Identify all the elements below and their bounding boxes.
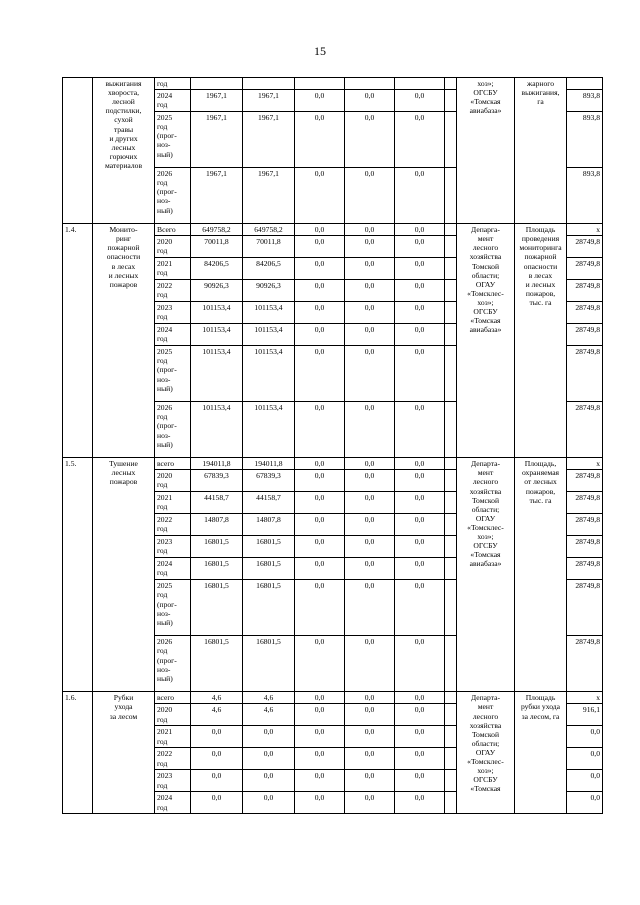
value-cell: 0,0 xyxy=(395,402,445,458)
indicator-cell xyxy=(515,692,567,814)
indicator-value: 28749,8 xyxy=(567,514,603,536)
executor-text: Департа- мент лесного хозяйства Томской области; ОГАУ «Томсклес- хоз»; ОГСБУ «Томская xyxy=(467,693,504,794)
year-label: Всего xyxy=(157,225,176,235)
indicator-text: жарного выжигания, га xyxy=(521,79,560,107)
value-cell: 649758,2 xyxy=(191,224,243,236)
empty-cell xyxy=(445,280,457,302)
value-cell: 0,0 xyxy=(395,558,445,580)
value-cell: 0,0 xyxy=(345,558,395,580)
item-number: 1.6. xyxy=(63,692,93,814)
executor-cell xyxy=(457,224,515,458)
year-label: 2021 год xyxy=(157,727,173,746)
value-cell: 0,0 xyxy=(345,458,395,470)
empty-cell xyxy=(445,770,457,792)
value-cell: 0,0 xyxy=(295,726,345,748)
year-cell xyxy=(155,704,191,726)
value-cell xyxy=(395,78,445,90)
value-cell: 0,0 xyxy=(191,748,243,770)
value-cell: 0,0 xyxy=(345,280,395,302)
indicator-value: 916,1 xyxy=(567,704,603,726)
value-cell: 0,0 xyxy=(395,302,445,324)
value-cell xyxy=(345,78,395,90)
value-cell: 0,0 xyxy=(295,492,345,514)
empty-cell xyxy=(445,692,457,704)
value-cell: 0,0 xyxy=(395,792,445,814)
value-cell: 16801,5 xyxy=(191,558,243,580)
value-cell: 0,0 xyxy=(295,792,345,814)
year-label: 2024 год xyxy=(157,325,173,344)
value-cell: 0,0 xyxy=(345,748,395,770)
indicator-value: 28749,8 xyxy=(567,536,603,558)
value-cell: 0,0 xyxy=(295,236,345,258)
value-cell: 0,0 xyxy=(395,536,445,558)
year-cell xyxy=(155,302,191,324)
value-cell: 84206,5 xyxy=(243,258,295,280)
value-cell: 4,6 xyxy=(243,704,295,726)
value-cell: 101153,4 xyxy=(243,402,295,458)
empty-cell xyxy=(445,324,457,346)
empty-cell xyxy=(445,112,457,168)
empty-cell xyxy=(445,704,457,726)
value-cell: 0,0 xyxy=(395,324,445,346)
year-label: 2023 год xyxy=(157,537,173,556)
executor-text: хоз»; ОГСБУ «Томская авиабаза» xyxy=(469,79,502,116)
year-label: 2020 год xyxy=(157,705,173,724)
value-cell: 16801,5 xyxy=(191,536,243,558)
indicator-cell xyxy=(515,78,567,224)
value-cell: 0,0 xyxy=(295,224,345,236)
value-cell: 16801,5 xyxy=(243,580,295,636)
empty-cell xyxy=(445,726,457,748)
value-cell: 0,0 xyxy=(295,558,345,580)
indicator-value: 0,0 xyxy=(567,792,603,814)
value-cell: 4,6 xyxy=(191,692,243,704)
indicator-text: Площадь рубки ухода за лесом, га xyxy=(520,693,561,721)
value-cell: 70011,8 xyxy=(243,236,295,258)
value-cell: 0,0 xyxy=(395,692,445,704)
empty-cell xyxy=(445,536,457,558)
year-cell xyxy=(155,558,191,580)
year-cell xyxy=(155,692,191,704)
indicator-value: 893,8 xyxy=(567,112,603,168)
value-cell: 101153,4 xyxy=(243,324,295,346)
value-cell: 4,6 xyxy=(191,704,243,726)
value-cell: 101153,4 xyxy=(243,346,295,402)
measure-name-text: Тушение лесных пожаров xyxy=(109,459,138,487)
value-cell: 0,0 xyxy=(295,748,345,770)
year-label: 2025 год (прог- ноз- ный) xyxy=(157,113,177,159)
executor-text: Депарга- мент лесного хозяйства Томской области; ОГАУ «Томсклес- хоз»; ОГСБУ «Томская авиабаза» xyxy=(467,225,504,335)
indicator-value: 28749,8 xyxy=(567,492,603,514)
value-cell: 14807,8 xyxy=(191,514,243,536)
value-cell: 0,0 xyxy=(345,692,395,704)
indicator-value: 28749,8 xyxy=(567,636,603,692)
value-cell: 16801,5 xyxy=(243,636,295,692)
year-label: 2023 год xyxy=(157,771,173,790)
value-cell: 101153,4 xyxy=(243,302,295,324)
value-cell: 0,0 xyxy=(395,168,445,224)
measure-name xyxy=(93,458,155,692)
year-cell xyxy=(155,90,191,112)
indicator-value: 0,0 xyxy=(567,770,603,792)
year-cell xyxy=(155,726,191,748)
value-cell: 0,0 xyxy=(345,726,395,748)
indicator-value: х xyxy=(567,458,603,470)
value-cell: 0,0 xyxy=(295,280,345,302)
year-cell xyxy=(155,580,191,636)
empty-cell xyxy=(445,558,457,580)
year-label: 2026 год (прог- ноз- ный) xyxy=(157,169,177,215)
year-label: 2022 год xyxy=(157,749,173,768)
indicator-value: 28749,8 xyxy=(567,280,603,302)
empty-cell xyxy=(445,514,457,536)
empty-cell xyxy=(445,580,457,636)
year-cell xyxy=(155,792,191,814)
indicator-value: х xyxy=(567,692,603,704)
value-cell: 16801,5 xyxy=(243,536,295,558)
value-cell: 0,0 xyxy=(295,580,345,636)
value-cell: 1967,1 xyxy=(243,112,295,168)
year-cell xyxy=(155,78,191,90)
indicator-value: 28749,8 xyxy=(567,470,603,492)
measure-name xyxy=(93,692,155,814)
value-cell: 0,0 xyxy=(295,402,345,458)
value-cell: 1967,1 xyxy=(191,112,243,168)
empty-cell xyxy=(445,168,457,224)
value-cell: 0,0 xyxy=(345,770,395,792)
executor-cell xyxy=(457,692,515,814)
value-cell: 0,0 xyxy=(395,636,445,692)
empty-cell xyxy=(445,636,457,692)
value-cell: 194011,8 xyxy=(191,458,243,470)
year-label: 2026 год (прог- ноз- ный) xyxy=(157,403,177,449)
value-cell: 0,0 xyxy=(395,346,445,402)
year-cell xyxy=(155,112,191,168)
value-cell: 16801,5 xyxy=(191,580,243,636)
value-cell: 90926,3 xyxy=(243,280,295,302)
empty-cell xyxy=(445,236,457,258)
year-cell xyxy=(155,224,191,236)
value-cell: 0,0 xyxy=(345,636,395,692)
value-cell: 0,0 xyxy=(345,470,395,492)
empty-cell xyxy=(445,90,457,112)
value-cell: 67839,3 xyxy=(243,470,295,492)
year-cell xyxy=(155,168,191,224)
value-cell: 0,0 xyxy=(191,770,243,792)
empty-cell xyxy=(445,402,457,458)
indicator-value: 28749,8 xyxy=(567,402,603,458)
executor-cell xyxy=(457,458,515,692)
value-cell: 0,0 xyxy=(345,536,395,558)
value-cell: 0,0 xyxy=(243,770,295,792)
value-cell: 0,0 xyxy=(295,258,345,280)
value-cell: 0,0 xyxy=(395,470,445,492)
item-number: 1.5. xyxy=(63,458,93,692)
value-cell: 1967,1 xyxy=(243,90,295,112)
year-label: 2026 год (прог- ноз- ный) xyxy=(157,637,177,683)
value-cell: 4,6 xyxy=(243,692,295,704)
indicator-value: 28749,8 xyxy=(567,558,603,580)
year-label: 2024 год xyxy=(157,91,173,110)
value-cell: 0,0 xyxy=(345,492,395,514)
indicator-value: 28749,8 xyxy=(567,580,603,636)
value-cell: 1967,1 xyxy=(243,168,295,224)
year-cell xyxy=(155,324,191,346)
value-cell xyxy=(243,78,295,90)
indicator-value: 893,8 xyxy=(567,168,603,224)
program-table xyxy=(62,77,603,814)
value-cell: 0,0 xyxy=(345,236,395,258)
year-label: год xyxy=(157,79,168,88)
empty-cell xyxy=(445,258,457,280)
year-label: 2025 год (прог- ноз- ный) xyxy=(157,347,177,393)
measure-name-text: Монито- ринг пожарной опасности в лесах и лесных пожаров xyxy=(106,225,141,289)
empty-cell xyxy=(445,224,457,236)
value-cell: 0,0 xyxy=(295,692,345,704)
empty-cell xyxy=(445,792,457,814)
indicator-text: Площадь, охраняемая от лесных пожаров, тыс. га xyxy=(521,459,560,505)
table-row xyxy=(63,78,603,90)
value-cell: 0,0 xyxy=(345,302,395,324)
year-label: 2021 год xyxy=(157,493,173,512)
value-cell: 0,0 xyxy=(395,704,445,726)
value-cell: 649758,2 xyxy=(243,224,295,236)
indicator-value: 28749,8 xyxy=(567,258,603,280)
value-cell: 0,0 xyxy=(295,470,345,492)
year-cell xyxy=(155,236,191,258)
year-label: 2024 год xyxy=(157,793,173,812)
value-cell: 14807,8 xyxy=(243,514,295,536)
year-cell xyxy=(155,492,191,514)
year-label: всего xyxy=(157,459,175,469)
year-label: 2025 год (прог- ноз- ный) xyxy=(157,581,177,627)
indicator-value: 0,0 xyxy=(567,726,603,748)
value-cell: 1967,1 xyxy=(191,90,243,112)
item-number: 1.4. xyxy=(63,224,93,458)
year-cell xyxy=(155,258,191,280)
year-cell xyxy=(155,636,191,692)
value-cell: 0,0 xyxy=(295,458,345,470)
value-cell: 0,0 xyxy=(395,280,445,302)
value-cell: 16801,5 xyxy=(243,558,295,580)
table-row xyxy=(63,224,603,236)
value-cell: 101153,4 xyxy=(191,346,243,402)
indicator-value: х xyxy=(567,224,603,236)
value-cell: 0,0 xyxy=(395,492,445,514)
value-cell xyxy=(191,78,243,90)
value-cell: 0,0 xyxy=(295,324,345,346)
empty-cell xyxy=(445,492,457,514)
year-label: 2021 год xyxy=(157,259,173,278)
executor-cell xyxy=(457,78,515,224)
year-cell xyxy=(155,458,191,470)
value-cell: 194011,8 xyxy=(243,458,295,470)
measure-name-text: выжигания хвороста, лесной подстилки, сухой травы и других лесных горючих материалов xyxy=(104,79,143,170)
value-cell: 0,0 xyxy=(395,726,445,748)
value-cell: 0,0 xyxy=(345,514,395,536)
year-cell xyxy=(155,770,191,792)
measure-name xyxy=(93,78,155,224)
value-cell: 0,0 xyxy=(345,112,395,168)
value-cell: 0,0 xyxy=(191,726,243,748)
indicator-value: 28749,8 xyxy=(567,302,603,324)
table-row xyxy=(63,692,603,704)
year-cell xyxy=(155,514,191,536)
measure-name-text: Рубки ухода за лесом xyxy=(109,693,138,721)
value-cell: 0,0 xyxy=(395,748,445,770)
indicator-value: 0,0 xyxy=(567,748,603,770)
executor-text: Департа- мент лесного хозяйства Томской области; ОГАУ «Томсклес- хоз»; ОГСБУ «Томская авиабаза» xyxy=(467,459,504,569)
value-cell: 0,0 xyxy=(295,112,345,168)
indicator-cell xyxy=(515,224,567,458)
year-cell xyxy=(155,402,191,458)
value-cell: 84206,5 xyxy=(191,258,243,280)
year-label: 2023 год xyxy=(157,303,173,322)
value-cell: 0,0 xyxy=(395,770,445,792)
value-cell: 0,0 xyxy=(295,770,345,792)
value-cell: 0,0 xyxy=(395,112,445,168)
value-cell: 0,0 xyxy=(395,514,445,536)
value-cell: 0,0 xyxy=(345,580,395,636)
value-cell: 0,0 xyxy=(295,302,345,324)
value-cell: 0,0 xyxy=(345,792,395,814)
value-cell: 0,0 xyxy=(395,90,445,112)
year-cell xyxy=(155,470,191,492)
value-cell: 0,0 xyxy=(395,224,445,236)
value-cell: 0,0 xyxy=(295,90,345,112)
value-cell: 0,0 xyxy=(395,258,445,280)
value-cell: 0,0 xyxy=(295,346,345,402)
value-cell: 0,0 xyxy=(295,168,345,224)
year-label: 2022 год xyxy=(157,281,173,300)
table-row xyxy=(63,458,603,470)
indicator-value: 28749,8 xyxy=(567,324,603,346)
indicator-value: 893,8 xyxy=(567,90,603,112)
year-cell xyxy=(155,280,191,302)
indicator-text: Площадь проведения мониторинга пожарной опасности в лесах и лесных пожаров, тыс. га xyxy=(519,225,562,307)
value-cell: 0,0 xyxy=(295,514,345,536)
value-cell: 0,0 xyxy=(345,258,395,280)
value-cell: 44158,7 xyxy=(191,492,243,514)
measure-name xyxy=(93,224,155,458)
indicator-cell xyxy=(515,458,567,692)
value-cell: 0,0 xyxy=(345,324,395,346)
value-cell: 16801,5 xyxy=(191,636,243,692)
value-cell: 0,0 xyxy=(295,636,345,692)
year-label: 2022 год xyxy=(157,515,173,534)
value-cell: 0,0 xyxy=(243,748,295,770)
value-cell: 0,0 xyxy=(395,236,445,258)
year-cell xyxy=(155,536,191,558)
value-cell: 0,0 xyxy=(191,792,243,814)
empty-cell xyxy=(445,302,457,324)
indicator-value: 28749,8 xyxy=(567,346,603,402)
value-cell: 90926,3 xyxy=(191,280,243,302)
value-cell: 0,0 xyxy=(243,792,295,814)
value-cell: 101153,4 xyxy=(191,302,243,324)
year-cell xyxy=(155,346,191,402)
value-cell: 0,0 xyxy=(345,168,395,224)
value-cell xyxy=(295,78,345,90)
value-cell: 0,0 xyxy=(345,346,395,402)
indicator-value xyxy=(567,78,603,90)
empty-cell xyxy=(445,346,457,402)
value-cell: 0,0 xyxy=(243,726,295,748)
value-cell: 0,0 xyxy=(345,402,395,458)
value-cell: 1967,1 xyxy=(191,168,243,224)
empty-cell xyxy=(445,78,457,90)
indicator-value: 28749,8 xyxy=(567,236,603,258)
value-cell: 44158,7 xyxy=(243,492,295,514)
value-cell: 67839,3 xyxy=(191,470,243,492)
value-cell: 0,0 xyxy=(345,704,395,726)
year-label: 2024 год xyxy=(157,559,173,578)
value-cell: 0,0 xyxy=(395,580,445,636)
empty-cell xyxy=(445,748,457,770)
empty-cell xyxy=(445,458,457,470)
value-cell: 70011,8 xyxy=(191,236,243,258)
value-cell: 101153,4 xyxy=(191,324,243,346)
value-cell: 0,0 xyxy=(395,458,445,470)
item-number xyxy=(63,78,93,224)
empty-cell xyxy=(445,470,457,492)
year-label: 2020 год xyxy=(157,471,173,490)
value-cell: 101153,4 xyxy=(191,402,243,458)
value-cell: 0,0 xyxy=(295,536,345,558)
year-label: 2020 год xyxy=(157,237,173,256)
page-number: 15 xyxy=(314,44,326,58)
value-cell: 0,0 xyxy=(345,224,395,236)
year-cell xyxy=(155,748,191,770)
value-cell: 0,0 xyxy=(295,704,345,726)
year-label: всего xyxy=(157,693,175,703)
value-cell: 0,0 xyxy=(345,90,395,112)
